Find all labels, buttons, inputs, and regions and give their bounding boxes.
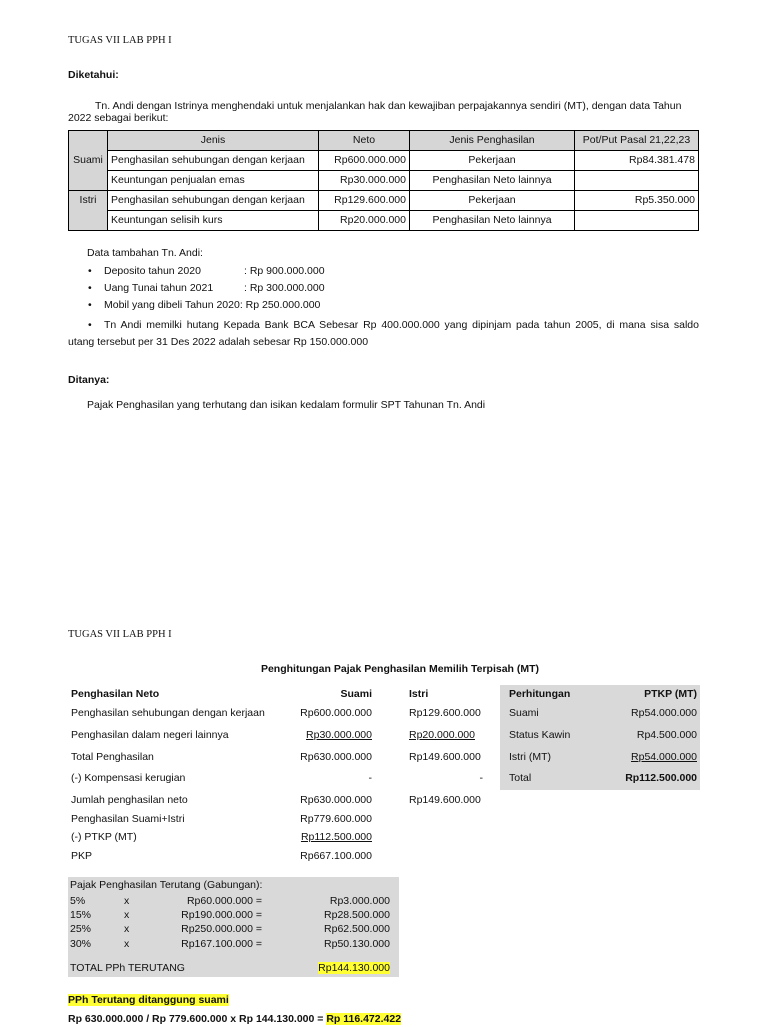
intro-line2: 2022 sebagai berikut: [68, 112, 169, 124]
calc-label: (-) Kompensasi kerugian [71, 772, 186, 784]
bullet-label: Mobil yang dibeli Tahun 2020: Rp 250.000.000 [104, 299, 321, 311]
calc-suami: - [368, 772, 372, 784]
ptkp-label: Suami [509, 707, 539, 719]
cell-jenis: Keuntungan selisih kurs [108, 211, 319, 231]
intro-line1: Tn. Andi dengan Istrinya menghendaki untuk menjalankan hak dan kewajiban perpajakannya sendiri (MT), dengan data Tahun [95, 100, 682, 112]
debt-line1: Tn Andi memilki hutang Kepada Bank BCA Sebesar Rp 400.000.000 yang dipinjam pada tahun 2005, di mana sisa saldo [104, 319, 699, 331]
calc-suami: Rp630.000.000 [300, 751, 372, 763]
ptkp-head-label: Perhitungan [509, 688, 571, 700]
bullet-value: : Rp 300.000.000 [244, 282, 325, 294]
page1-header: TUGAS VII LAB PPH I [68, 35, 172, 46]
calc-label: Jumlah penghasilan neto [71, 794, 188, 806]
table-row [69, 191, 699, 211]
tax-x: x [124, 938, 130, 950]
tax-x: x [124, 909, 130, 921]
cell-jenis: Penghasilan sehubungan dengan kerjaan [108, 191, 319, 211]
tax-rate: 15% [70, 909, 92, 921]
tax-result: Rp28.500.000 [324, 909, 390, 921]
calc-istri: Rp20.000.000 [409, 729, 475, 741]
table-row [69, 171, 699, 191]
col-head-suami: Suami [340, 688, 372, 700]
bullet-label: Uang Tunai tahun 2021 [104, 282, 214, 294]
tax-base: Rp167.100.000 = [181, 938, 262, 950]
cell-jenis: Penghasilan sehubungan dengan kerjaan [108, 151, 319, 171]
suami-label: Suami [69, 151, 108, 191]
bullet-label: Deposito tahun 2020 [104, 265, 201, 277]
husband-result: Rp 116.472.422 [326, 1013, 402, 1025]
bullet-icon: • [88, 282, 92, 294]
cell-jenis-penghasilan: Penghasilan Neto lainnya [410, 171, 575, 191]
cell-pot [575, 211, 699, 231]
calc-istri: Rp149.600.000 [409, 751, 481, 763]
husband-title-wrap [68, 992, 229, 1008]
cell-neto: Rp600.000.000 [319, 151, 410, 171]
table-row [69, 211, 699, 231]
tax-result: Rp3.000.000 [329, 895, 390, 907]
calc-suami: Rp30.000.000 [306, 729, 372, 741]
calc-suami: Rp600.000.000 [300, 707, 372, 719]
tax-x: x [124, 895, 130, 907]
table-row [69, 151, 699, 171]
known-label: Diketahui: [68, 69, 119, 81]
cell-pot: Rp84.381.478 [575, 151, 699, 171]
ptkp-value: Rp112.500.000 [625, 772, 697, 784]
bullet-value: : Rp 900.000.000 [244, 265, 325, 277]
calc-istri: - [479, 772, 483, 784]
cell-jenis-penghasilan: Pekerjaan [410, 151, 575, 171]
ptkp-value: Rp4.500.000 [636, 729, 697, 741]
tax-total-value-wrap [312, 960, 390, 976]
tax-total-value: Rp144.130.000 [318, 962, 390, 974]
cell-pot: Rp5.350.000 [575, 191, 699, 211]
istri-label: Istri [69, 191, 108, 231]
husband-title: PPh Terutang ditanggung suami [68, 994, 229, 1006]
tax-x: x [124, 923, 130, 935]
calc-suami: Rp779.600.000 [300, 813, 372, 825]
asked-text: Pajak Penghasilan yang terhutang dan isikan kedalam formulir SPT Tahunan Tn. Andi [87, 399, 486, 411]
ptkp-head-value: PTKP (MT) [644, 688, 697, 700]
tax-rate: 30% [70, 938, 92, 950]
income-table-header [69, 131, 699, 151]
bullet-icon: • [88, 265, 92, 277]
tax-base: Rp190.000.000 = [181, 909, 262, 921]
cell-neto: Rp30.000.000 [319, 171, 410, 191]
col-head-istri: Istri [409, 688, 429, 700]
calc-suami: Rp112.500.000 [300, 831, 372, 843]
income-table [68, 130, 699, 231]
husband-formula-line [68, 1011, 401, 1027]
tax-total-label: TOTAL PPh TERUTANG [70, 962, 185, 974]
debt-line2: utang tersebut per 31 Des 2022 adalah sebesar Rp 150.000.000 [68, 336, 369, 348]
calc-label: Penghasilan dalam negeri lainnya [71, 729, 229, 741]
calc-istri: Rp149.600.000 [409, 794, 481, 806]
ptkp-label: Istri (MT) [509, 751, 551, 763]
ptkp-label: Total [509, 772, 532, 784]
tax-title: Pajak Penghasilan Terutang (Gabungan): [70, 879, 263, 891]
tax-result: Rp50.130.000 [324, 938, 390, 950]
tax-base: Rp60.000.000 = [186, 895, 262, 907]
header-neto: Neto [319, 131, 410, 151]
page2-header: TUGAS VII LAB PPH I [68, 629, 172, 640]
cell-jenis-penghasilan: Penghasilan Neto lainnya [410, 211, 575, 231]
page2-title: Penghitungan Pajak Penghasilan Memilih Terpisah (MT) [260, 663, 540, 675]
bullet-icon: • [88, 319, 92, 331]
tax-result: Rp62.500.000 [324, 923, 390, 935]
cell-neto: Rp20.000.000 [319, 211, 410, 231]
bullet-icon: • [88, 299, 92, 311]
calc-suami: Rp630.000.000 [300, 794, 372, 806]
cell-neto: Rp129.600.000 [319, 191, 410, 211]
calc-suami: Rp667.100.000 [300, 850, 372, 862]
calc-label: Total Penghasilan [71, 751, 154, 763]
col-head-label: Penghasilan Neto [71, 688, 160, 700]
calc-istri: Rp129.600.000 [409, 707, 481, 719]
asked-label: Ditanya: [68, 374, 110, 386]
calc-label: (-) PTKP (MT) [71, 831, 137, 843]
calc-label: Penghasilan Suami+Istri [71, 813, 185, 825]
ptkp-label: Status Kawin [509, 729, 571, 741]
header-jenis: Jenis [108, 131, 319, 151]
header-pot: Pot/Put Pasal 21,22,23 [575, 131, 699, 151]
cell-pot [575, 171, 699, 191]
calc-label: Penghasilan sehubungan dengan kerjaan [71, 707, 265, 719]
ptkp-value: Rp54.000.000 [631, 707, 697, 719]
husband-formula: Rp 630.000.000 / Rp 779.600.000 x Rp 144.130.000 = [68, 1013, 327, 1025]
cell-jenis-penghasilan: Pekerjaan [410, 191, 575, 211]
extra-title: Data tambahan Tn. Andi: [87, 247, 203, 259]
cell-jenis: Keuntungan penjualan emas [108, 171, 319, 191]
ptkp-value: Rp54.000.000 [631, 751, 697, 763]
tax-base: Rp250.000.000 = [181, 923, 262, 935]
calc-label: PKP [71, 850, 93, 862]
header-jenis-penghasilan: Jenis Penghasilan [410, 131, 575, 151]
tax-rate: 5% [70, 895, 86, 907]
tax-rate: 25% [70, 923, 92, 935]
